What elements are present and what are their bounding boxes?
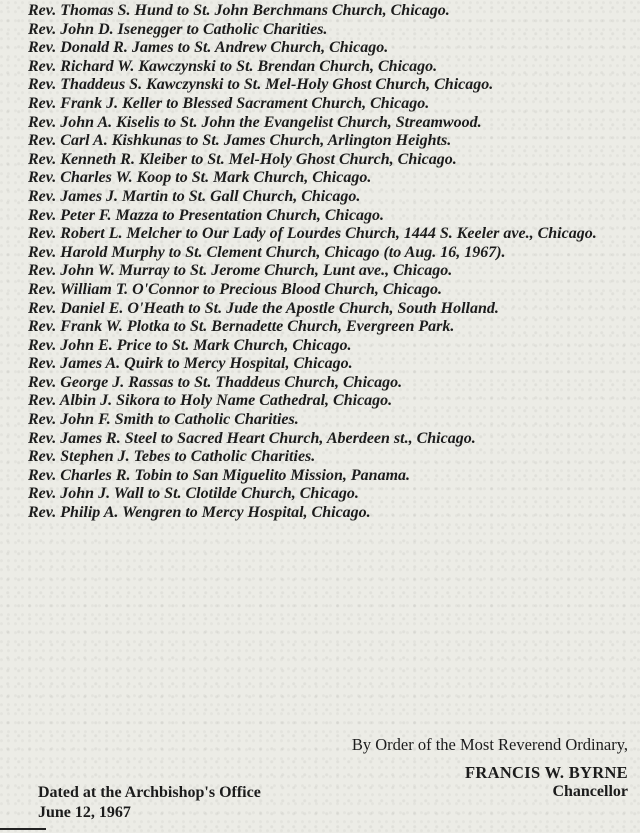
dated-date: June 12, 1967	[38, 804, 131, 821]
appointment-entry: Rev. Philip A. Wengren to Mercy Hospital, Chicago.	[28, 504, 371, 522]
appointments-list	[28, 2, 630, 523]
appointment-entry: Rev. Thaddeus S. Kawczynski to St. Mel-Holy Ghost Church, Chicago.	[28, 76, 494, 94]
appointment-entry: Rev. Peter F. Mazza to Presentation Church, Chicago.	[28, 206, 385, 224]
appointment-entry: Rev. John J. Wall to St. Clotilde Church, Chicago.	[28, 485, 359, 503]
appointment-entry: Rev. Thomas S. Hund to St. John Berchmans Church, Chicago.	[28, 2, 450, 19]
appointment-entry: Rev. Donald R. James to St. Andrew Church, Chicago.	[28, 39, 389, 57]
bottom-rule	[0, 828, 46, 830]
appointment-entry: Rev. Daniel E. O'Heath to St. Jude the Apostle Church, South Holland.	[28, 299, 499, 317]
appointment-entry: Rev. James R. Steel to Sacred Heart Church, Aberdeen st., Chicago.	[28, 429, 476, 447]
appointment-entry: Rev. Carl A. Kishkunas to St. James Church, Arlington Heights.	[28, 132, 452, 150]
appointment-entry: Rev. Charles R. Tobin to San Miguelito Mission, Panama.	[28, 466, 411, 484]
appointment-entry: Rev. Stephen J. Tebes to Catholic Charities.	[28, 448, 316, 466]
chancellor-title: Chancellor	[552, 783, 628, 800]
appointment-entry: Rev. John F. Smith to Catholic Charities.	[28, 411, 299, 429]
appointment-entry: Rev. Kenneth R. Kleiber to St. Mel-Holy Ghost Church, Chicago.	[28, 150, 457, 168]
appointment-entry: Rev. Robert L. Melcher to Our Lady of Lourdes Church, 1444 S. Keeler ave., Chicago.	[28, 225, 597, 243]
appointment-entry: Rev. George J. Rassas to St. Thaddeus Church, Chicago.	[28, 373, 403, 391]
appointment-entry: Rev. Albin J. Sikora to Holy Name Cathedral, Chicago.	[28, 392, 393, 410]
appointment-entry: Rev. Harold Murphy to St. Clement Church, Chicago (to Aug. 16, 1967).	[28, 243, 506, 261]
appointment-entry: Rev. Frank W. Plotka to St. Bernadette Church, Evergreen Park.	[28, 318, 455, 336]
order-line: By Order of the Most Reverend Ordinary,	[351, 735, 628, 754]
appointment-entry: Rev. Charles W. Koop to St. Mark Church, Chicago.	[28, 169, 372, 187]
dated-block	[38, 783, 261, 823]
appointment-entry: Rev. Frank J. Keller to Blessed Sacrament Church, Chicago.	[28, 94, 430, 112]
appointment-entry: Rev. Richard W. Kawczynski to St. Brendan Church, Chicago.	[28, 57, 438, 75]
appointment-entry: Rev. John E. Price to St. Mark Church, Chicago.	[28, 336, 352, 354]
chancellor-name: FRANCIS W. BYRNE	[465, 763, 628, 782]
appointment-entry: Rev. William T. O'Connor to Precious Blood Church, Chicago.	[28, 280, 442, 298]
appointment-entry: Rev. John D. Isenegger to Catholic Charities.	[28, 20, 328, 38]
appointment-entry: Rev. John A. Kiselis to St. John the Evangelist Church, Streamwood.	[28, 113, 482, 131]
appointment-entry: Rev. James A. Quirk to Mercy Hospital, Chicago.	[28, 355, 353, 373]
appointment-entry: Rev. James J. Martin to St. Gall Church, Chicago.	[28, 187, 361, 205]
appointment-entry: Rev. John W. Murray to St. Jerome Church, Lunt ave., Chicago.	[28, 262, 453, 280]
dated-place: Dated at the Archbishop's Office	[38, 784, 261, 801]
